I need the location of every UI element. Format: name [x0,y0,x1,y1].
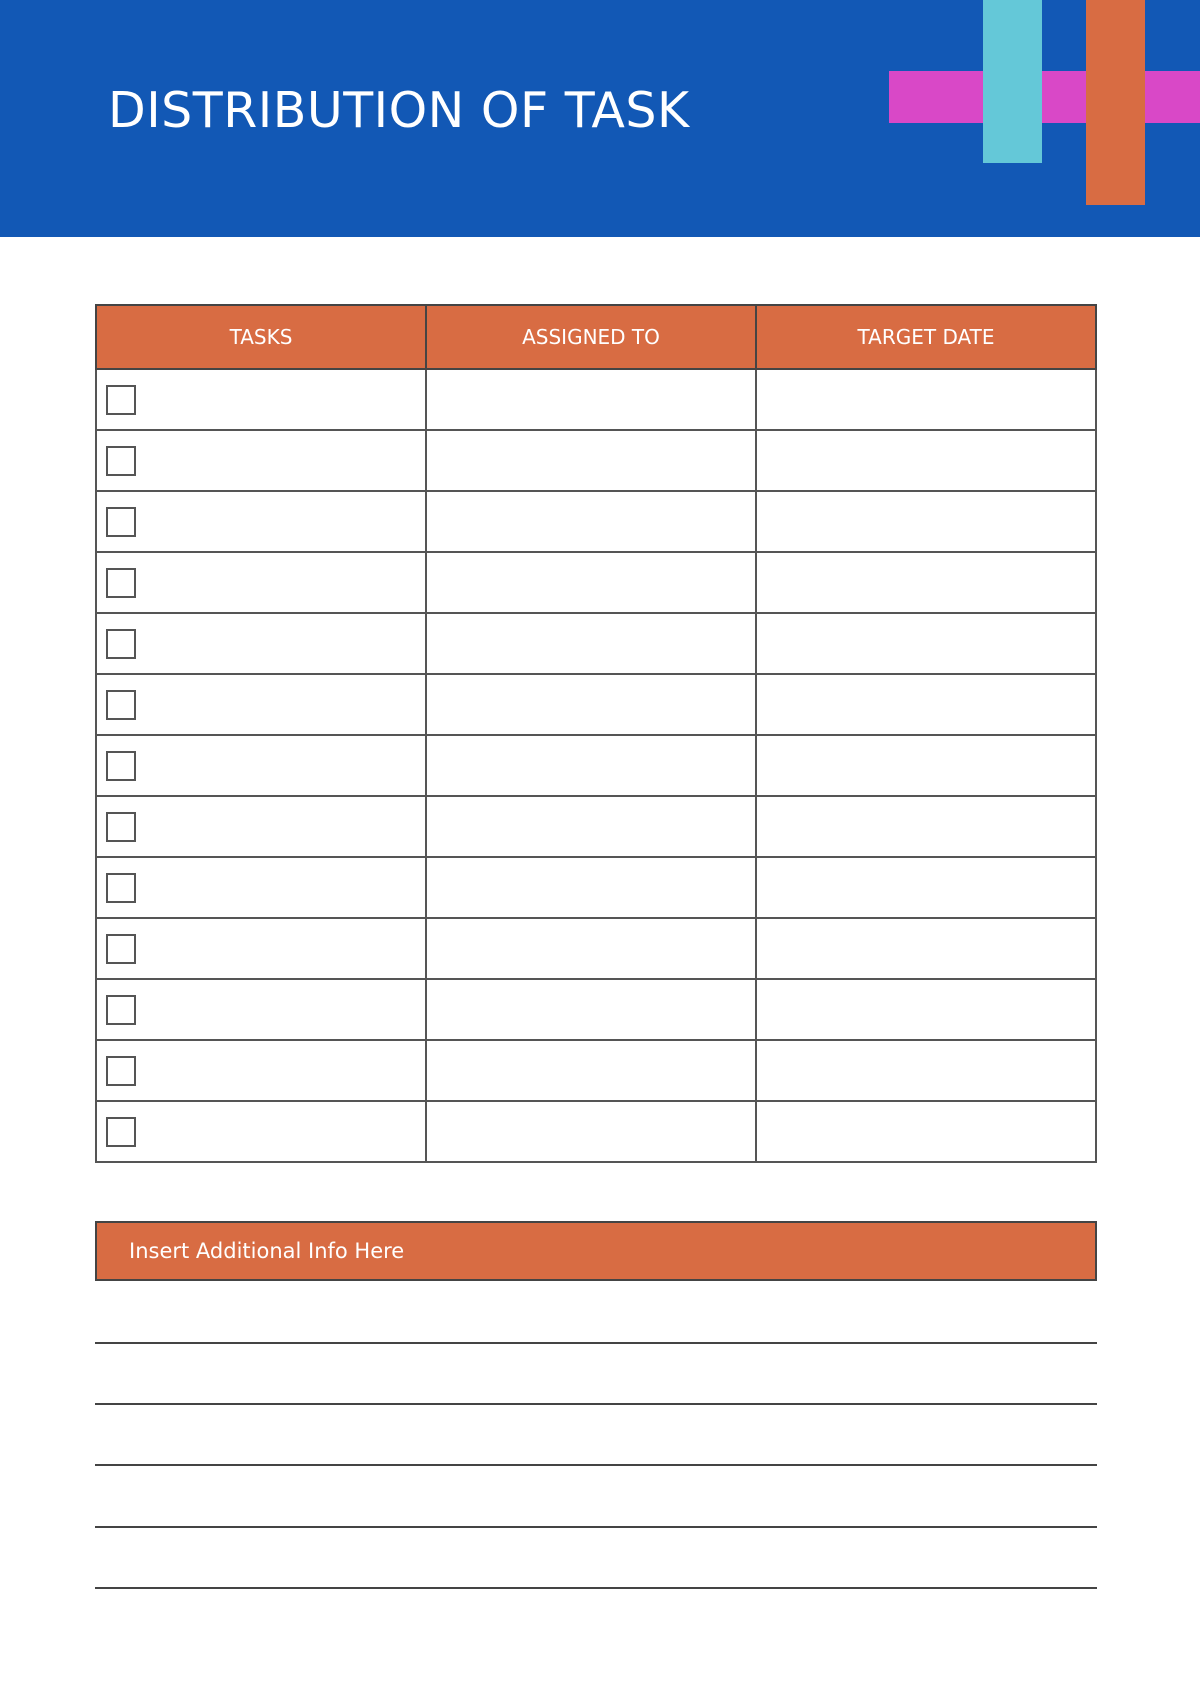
target-date-cell[interactable] [756,1101,1096,1162]
table-row [96,918,1096,979]
assigned-to-cell[interactable] [426,735,756,796]
target-date-cell[interactable] [756,552,1096,613]
task-checkbox[interactable] [106,446,136,476]
info-writing-line[interactable] [95,1587,1097,1589]
column-header-target-date: TARGET DATE [756,305,1096,369]
decor-cyan-bar [983,0,1042,163]
task-cell[interactable] [96,735,426,796]
task-checkbox[interactable] [106,751,136,781]
task-checkbox[interactable] [106,812,136,842]
assigned-to-cell[interactable] [426,613,756,674]
task-cell[interactable] [96,369,426,430]
task-cell[interactable] [96,918,426,979]
column-header-assigned-to: ASSIGNED TO [426,305,756,369]
assigned-to-cell[interactable] [426,369,756,430]
table-row [96,430,1096,491]
task-checkbox[interactable] [106,385,136,415]
table-row [96,1101,1096,1162]
assigned-to-cell[interactable] [426,1101,756,1162]
table-row [96,491,1096,552]
table-row [96,796,1096,857]
task-cell[interactable] [96,552,426,613]
task-cell[interactable] [96,796,426,857]
target-date-cell[interactable] [756,735,1096,796]
task-cell[interactable] [96,979,426,1040]
target-date-cell[interactable] [756,369,1096,430]
task-table [95,304,1097,1163]
additional-info-header: Insert Additional Info Here [95,1221,1097,1281]
target-date-cell[interactable] [756,857,1096,918]
table-row [96,613,1096,674]
task-cell[interactable] [96,674,426,735]
task-checkbox[interactable] [106,629,136,659]
task-cell[interactable] [96,1101,426,1162]
task-cell[interactable] [96,1040,426,1101]
task-checkbox[interactable] [106,568,136,598]
assigned-to-cell[interactable] [426,857,756,918]
task-checkbox[interactable] [106,1117,136,1147]
assigned-to-cell[interactable] [426,796,756,857]
target-date-cell[interactable] [756,613,1096,674]
task-checkbox[interactable] [106,934,136,964]
table-row [96,979,1096,1040]
decor-magenta-bar [889,71,983,123]
target-date-cell[interactable] [756,491,1096,552]
assigned-to-cell[interactable] [426,430,756,491]
task-checkbox[interactable] [106,873,136,903]
target-date-cell[interactable] [756,430,1096,491]
decor-orange-bar [1086,0,1145,205]
task-checkbox[interactable] [106,690,136,720]
column-header-tasks: TASKS [96,305,426,369]
table-row [96,552,1096,613]
info-writing-line[interactable] [95,1464,1097,1466]
page-title: DISTRIBUTION OF TASK [108,82,690,139]
assigned-to-cell[interactable] [426,1040,756,1101]
target-date-cell[interactable] [756,979,1096,1040]
task-cell[interactable] [96,857,426,918]
table-row [96,1040,1096,1101]
assigned-to-cell[interactable] [426,491,756,552]
target-date-cell[interactable] [756,918,1096,979]
target-date-cell[interactable] [756,796,1096,857]
info-writing-line[interactable] [95,1342,1097,1344]
table-row [96,735,1096,796]
target-date-cell[interactable] [756,674,1096,735]
header-banner [0,0,1200,237]
task-checkbox[interactable] [106,507,136,537]
assigned-to-cell[interactable] [426,979,756,1040]
task-cell[interactable] [96,491,426,552]
assigned-to-cell[interactable] [426,552,756,613]
assigned-to-cell[interactable] [426,918,756,979]
task-cell[interactable] [96,613,426,674]
table-row [96,369,1096,430]
table-row [96,857,1096,918]
table-row [96,674,1096,735]
task-checkbox[interactable] [106,995,136,1025]
info-writing-line[interactable] [95,1526,1097,1528]
target-date-cell[interactable] [756,1040,1096,1101]
assigned-to-cell[interactable] [426,674,756,735]
info-writing-line[interactable] [95,1403,1097,1405]
task-checkbox[interactable] [106,1056,136,1086]
task-cell[interactable] [96,430,426,491]
